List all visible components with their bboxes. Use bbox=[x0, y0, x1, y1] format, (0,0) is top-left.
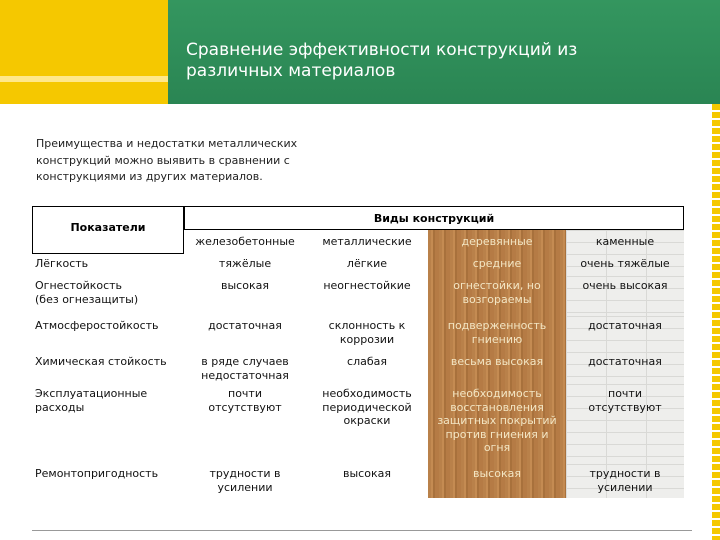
column-header-metal: металлические bbox=[306, 230, 428, 254]
decor-yellow-strip bbox=[0, 76, 168, 82]
column-header-wooden: деревянные bbox=[428, 230, 566, 254]
cell-line: коррозии bbox=[339, 332, 395, 346]
slide-title bbox=[186, 40, 706, 82]
cell-line: достаточная bbox=[208, 319, 282, 332]
table-cell-stone bbox=[566, 384, 684, 464]
table-cell-reinforced-concrete bbox=[184, 352, 306, 384]
column-header-reinforced-concrete: железобетонные bbox=[184, 230, 306, 254]
table-cell-wooden bbox=[428, 254, 566, 276]
row-label bbox=[32, 352, 184, 384]
cell-line: огнестойки, но bbox=[453, 279, 541, 292]
cell-line: подверженность bbox=[447, 319, 547, 332]
intro-line-2: конструкций можно выявить в сравнении с bbox=[36, 153, 290, 167]
cell-line: лёгкие bbox=[346, 257, 388, 270]
cell-line: против гниения и bbox=[445, 427, 549, 441]
table-cell-metal bbox=[306, 464, 428, 498]
cell-line: слабая bbox=[347, 355, 387, 368]
table-cell-stone bbox=[566, 254, 684, 276]
table-cell-reinforced-concrete bbox=[184, 384, 306, 464]
table-cell-reinforced-concrete bbox=[184, 316, 306, 352]
table-cell-wooden bbox=[428, 316, 566, 352]
cell-line: почти bbox=[228, 387, 262, 400]
cell-line: Атмосферостойкость bbox=[35, 319, 159, 332]
cell-line: Химическая стойкость bbox=[35, 355, 167, 368]
decor-right-edge bbox=[712, 104, 720, 540]
intro-text bbox=[36, 136, 336, 186]
cell-line: высокая bbox=[343, 467, 391, 480]
cell-line: весьма высокая bbox=[450, 355, 544, 368]
cell-line: высокая bbox=[473, 467, 521, 480]
table-cell-wooden bbox=[428, 276, 566, 316]
cell-line: (без огнезащиты) bbox=[35, 292, 139, 306]
cell-line: очень тяжёлые bbox=[580, 257, 670, 270]
title-line-2: различных материалов bbox=[186, 61, 396, 81]
bottom-rule bbox=[32, 530, 692, 531]
table-cell-wooden bbox=[428, 464, 566, 498]
cell-line: склонность к bbox=[328, 319, 406, 332]
cell-line: неогнестойкие bbox=[323, 279, 411, 292]
table-cell-stone bbox=[566, 316, 684, 352]
column-header-stone: каменные bbox=[566, 230, 684, 254]
row-label bbox=[32, 384, 184, 464]
cell-line: периодической bbox=[322, 400, 412, 414]
corner-header: Показатели bbox=[32, 206, 184, 254]
cell-line: Ремонтопригодность bbox=[35, 467, 159, 480]
row-label bbox=[32, 464, 184, 498]
cell-line: необходимость bbox=[452, 387, 542, 400]
cell-line: средние bbox=[472, 257, 522, 270]
table-cell-metal bbox=[306, 384, 428, 464]
cell-line: в ряде случаев bbox=[201, 355, 289, 368]
decor-yellow-block bbox=[0, 0, 168, 104]
cell-line: необходимость bbox=[322, 387, 412, 400]
cell-line: трудности в bbox=[589, 467, 661, 480]
title-line-1: Сравнение эффективности конструкций из bbox=[186, 40, 578, 60]
cell-line: достаточная bbox=[588, 355, 662, 368]
cell-line: защитных покрытий bbox=[437, 414, 557, 427]
cell-line: усилении bbox=[217, 480, 273, 494]
table-cell-wooden bbox=[428, 384, 566, 464]
table-cell-metal bbox=[306, 254, 428, 276]
table-cell-wooden bbox=[428, 352, 566, 384]
cell-line: достаточная bbox=[588, 319, 662, 332]
cell-line: недостаточная bbox=[201, 368, 289, 382]
intro-line-3: конструкциями из других материалов. bbox=[36, 170, 263, 183]
row-label bbox=[32, 254, 184, 276]
cell-line: почти bbox=[608, 387, 642, 400]
table-cell-metal bbox=[306, 276, 428, 316]
cell-line: отсутствуют bbox=[588, 400, 662, 414]
cell-line: Эксплуатационные bbox=[35, 387, 148, 400]
table-cell-metal bbox=[306, 316, 428, 352]
table-cell-reinforced-concrete bbox=[184, 254, 306, 276]
intro-line-1: Преимущества и недостатки металлических bbox=[36, 137, 298, 150]
row-label bbox=[32, 316, 184, 352]
cell-line: гниению bbox=[471, 332, 523, 346]
cell-line: восстановления bbox=[450, 400, 544, 414]
cell-line: отсутствуют bbox=[208, 400, 282, 414]
comparison-table bbox=[32, 206, 684, 498]
cell-line: очень высокая bbox=[582, 279, 668, 292]
cell-line: высокая bbox=[221, 279, 269, 292]
cell-line: Лёгкость bbox=[35, 257, 89, 270]
table-cell-reinforced-concrete bbox=[184, 464, 306, 498]
cell-line: Огнестойкость bbox=[35, 279, 123, 292]
cell-line: окраски bbox=[343, 414, 391, 427]
cell-line: тяжёлые bbox=[218, 257, 272, 270]
table-cell-stone bbox=[566, 464, 684, 498]
table-cell-stone bbox=[566, 276, 684, 316]
cell-line: огня bbox=[483, 441, 511, 454]
table-cell-metal bbox=[306, 352, 428, 384]
cell-line: возгораемы bbox=[462, 292, 532, 306]
cell-line: расходы bbox=[35, 400, 85, 414]
table-cell-reinforced-concrete bbox=[184, 276, 306, 316]
table-cell-stone bbox=[566, 352, 684, 384]
row-label bbox=[32, 276, 184, 316]
cell-line: усилении bbox=[597, 480, 653, 494]
cell-line: трудности в bbox=[209, 467, 281, 480]
group-header: Виды конструкций bbox=[184, 206, 684, 230]
